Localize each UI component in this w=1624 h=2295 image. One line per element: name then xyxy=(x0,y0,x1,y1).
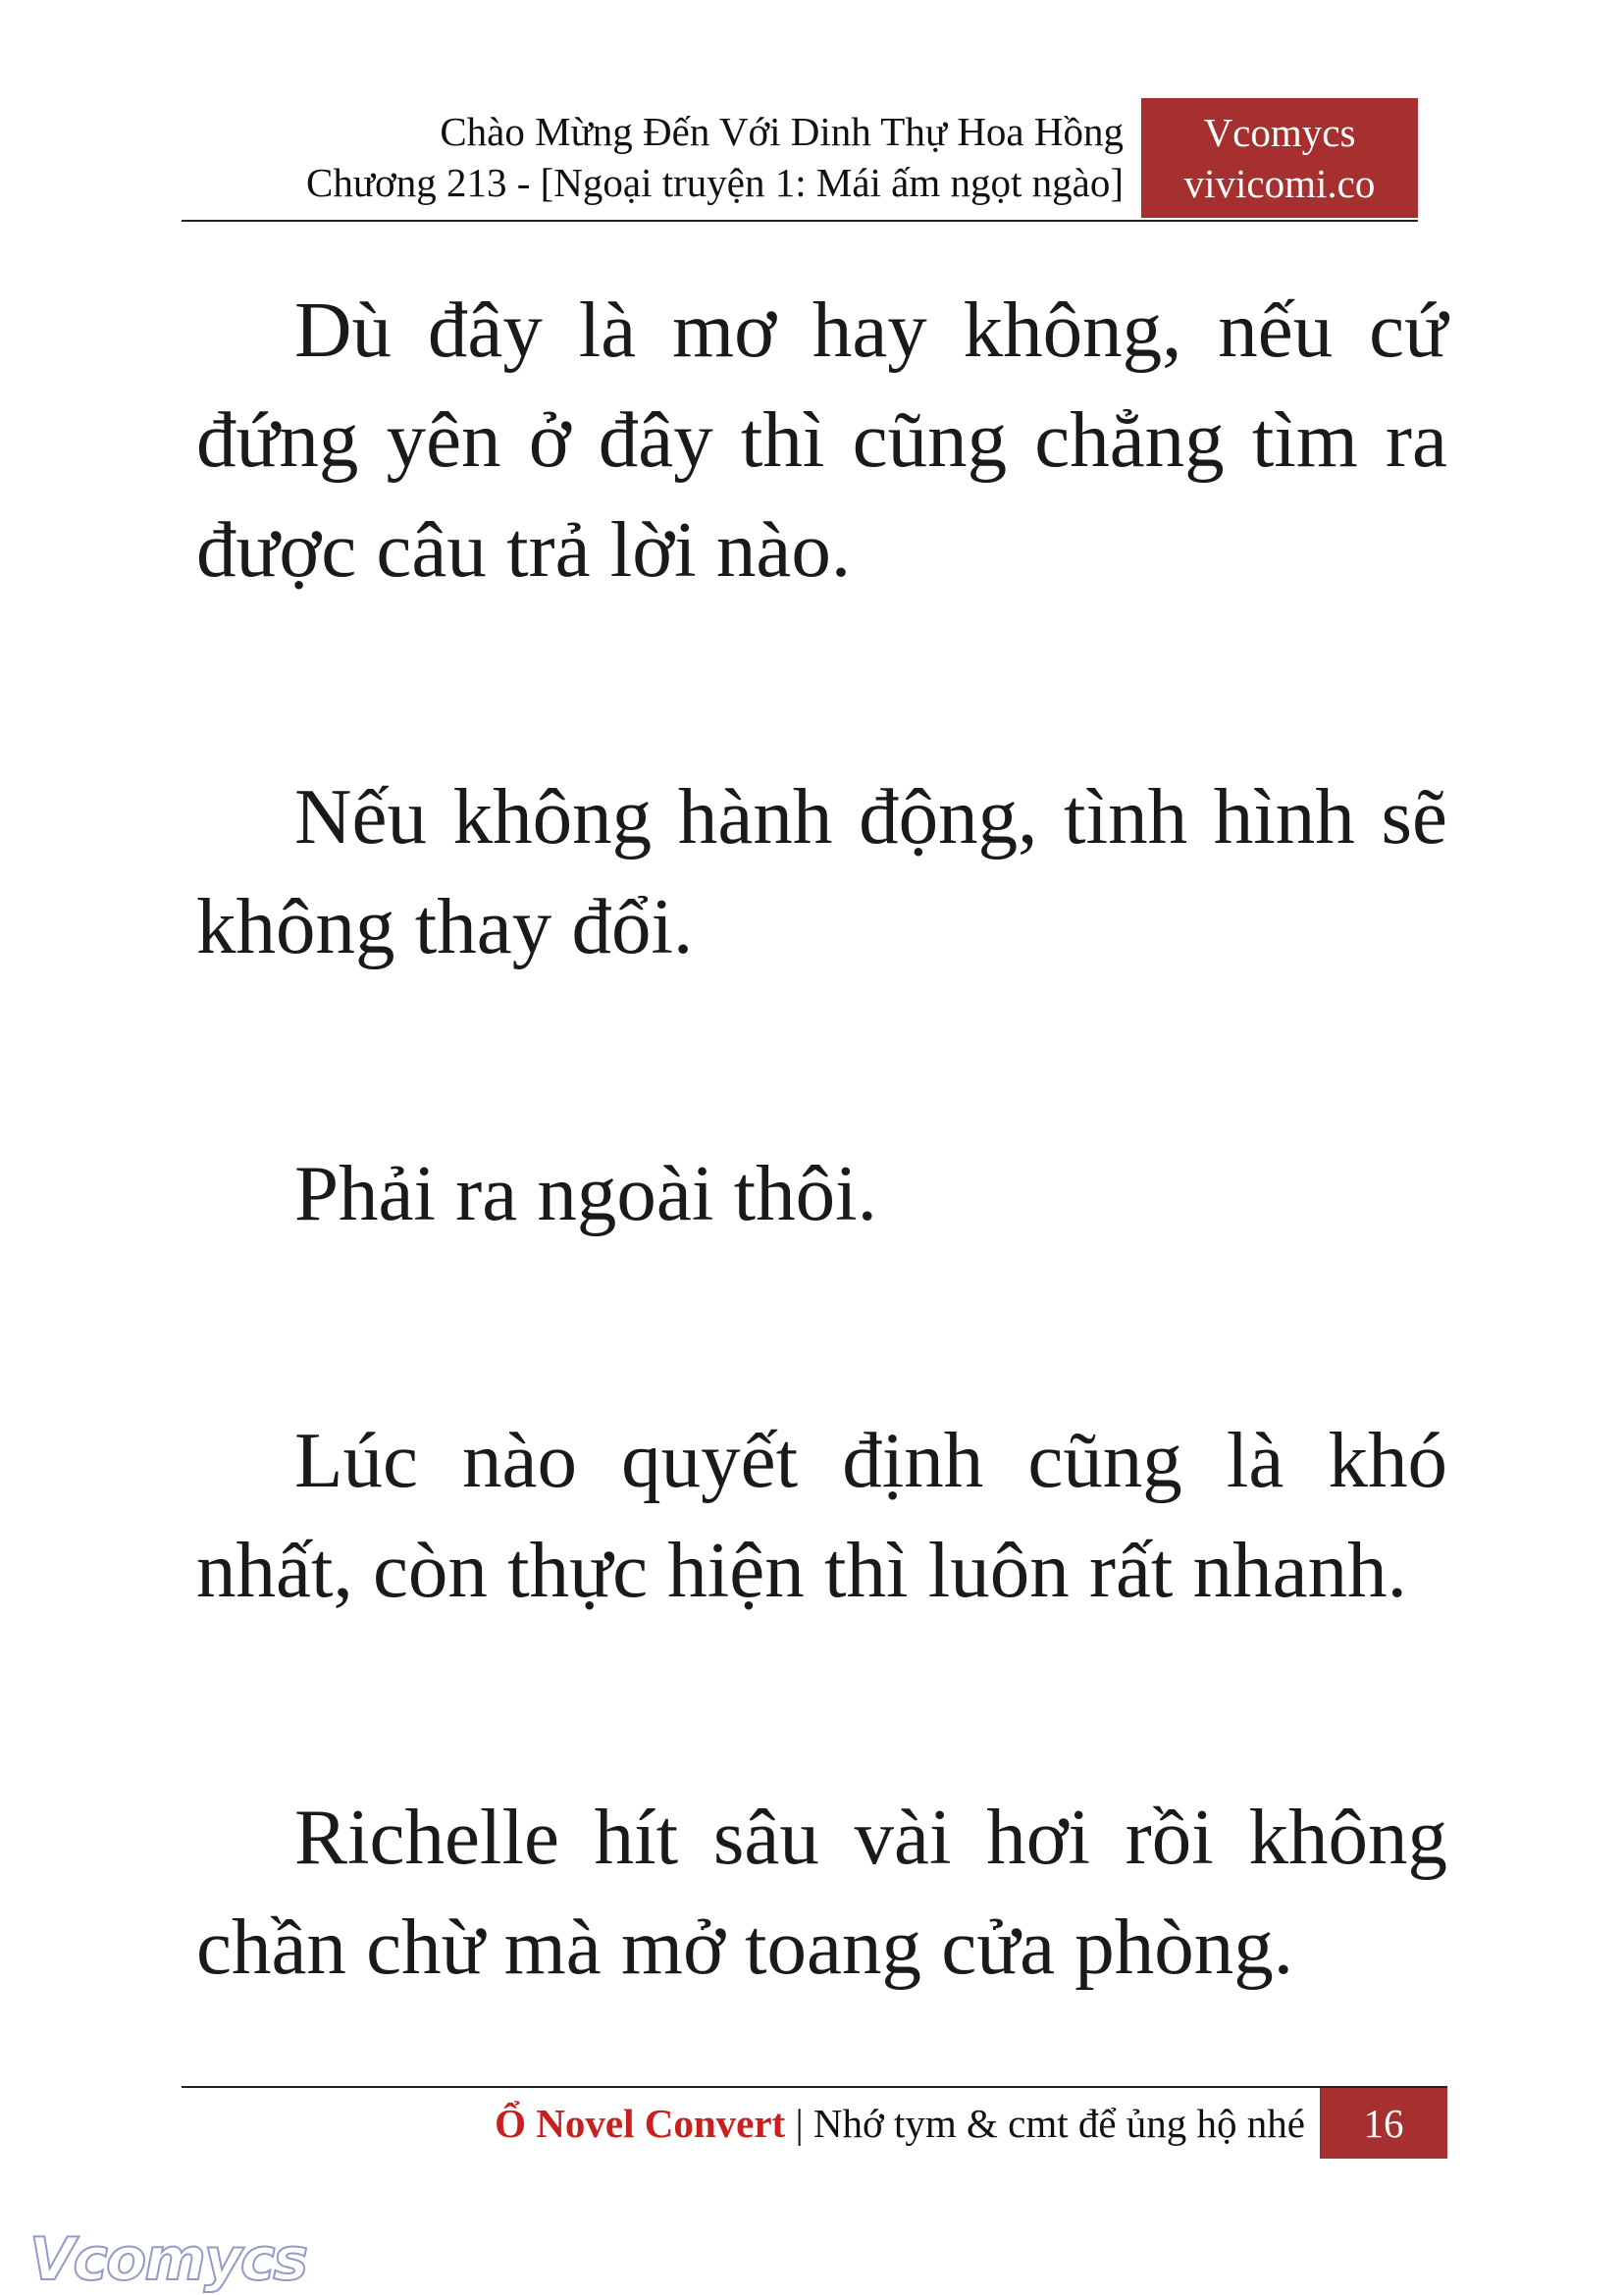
paragraph-2: Nếu không hành động, tình hình sẽ không thay đổi. xyxy=(196,772,1447,970)
paragraph-5: Richelle hít sâu vài hơi rồi không chần chừ mà mở toang cửa phòng. xyxy=(196,1793,1447,1991)
page-footer xyxy=(182,2086,1447,2159)
header-title xyxy=(306,106,1124,208)
footer-separator: | xyxy=(795,2101,804,2146)
page-number: 16 xyxy=(1320,2088,1447,2159)
page-header xyxy=(182,98,1418,222)
publisher-badge xyxy=(1141,98,1418,218)
footer-text xyxy=(495,2094,1305,2153)
chapter-title: Chương 213 - [Ngoại truyện 1: Mái ấm ngọt ngào] xyxy=(305,160,1124,205)
publisher-name: Vcomycs xyxy=(1203,110,1356,155)
paragraph-3: Phải ra ngoài thôi. xyxy=(294,1149,877,1237)
footer-brand: Ổ Novel Convert xyxy=(495,2101,786,2146)
book-title: Chào Mừng Đến Với Dinh Thự Hoa Hồng xyxy=(440,109,1124,154)
paragraph-4: Lúc nào quyết định cũng là khó nhất, còn thực hiện thì luôn rất nhanh. xyxy=(196,1416,1447,1614)
footer-message: Nhớ tym & cmt để ủng hộ nhé xyxy=(812,2101,1305,2146)
watermark-logo: Vcomycs xyxy=(29,2225,307,2294)
paragraph-1: Dù đây là mơ hay không, nếu cứ đứng yên ở đây thì cũng chẳng tìm ra được câu trả lời nào. xyxy=(196,286,1447,594)
page-body xyxy=(196,275,1447,2002)
publisher-site: vivicomi.co xyxy=(1183,161,1376,206)
